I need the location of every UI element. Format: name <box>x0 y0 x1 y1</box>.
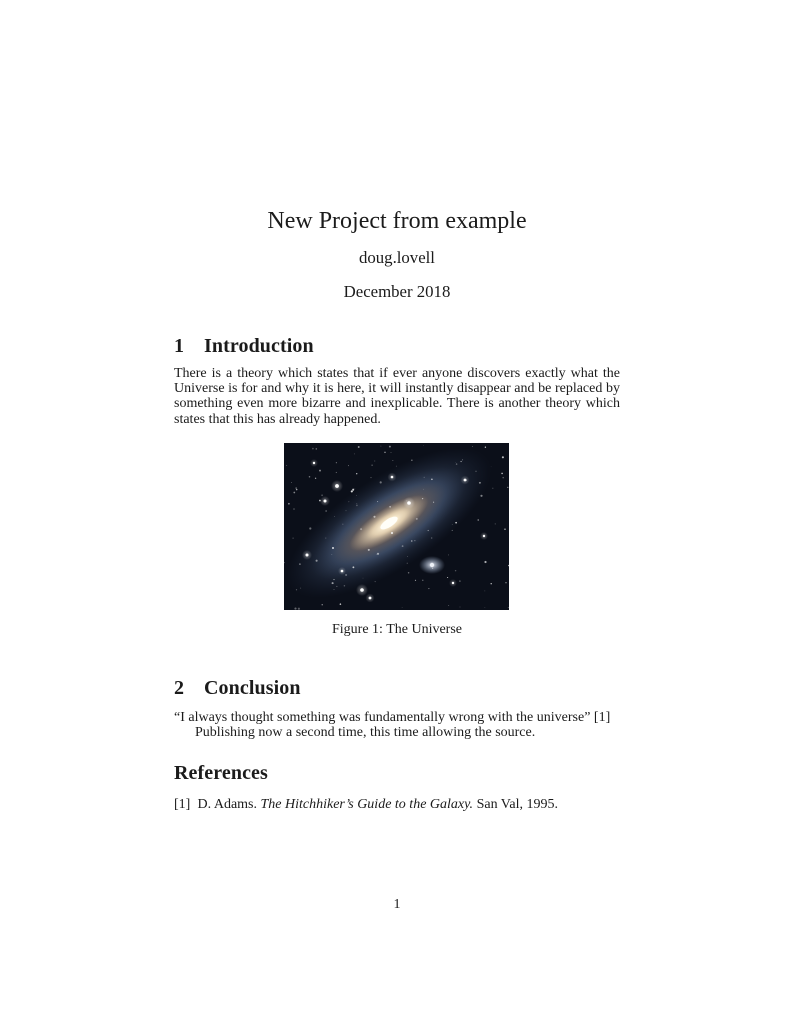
document-author: doug.lovell <box>359 248 435 267</box>
document-title: New Project from example <box>267 208 527 234</box>
reference-entry <box>174 797 620 812</box>
section-number: 1 <box>174 335 185 357</box>
section-heading-conclusion <box>174 676 620 700</box>
galaxy-image <box>284 443 509 610</box>
section-number: 2 <box>174 677 185 699</box>
document-date: December 2018 <box>343 282 451 301</box>
reference-marker: [1] <box>174 797 191 812</box>
page-number: 1 <box>393 897 401 912</box>
reference-publisher: San Val, 1995. <box>476 797 558 812</box>
conclusion-paragraph <box>174 710 620 740</box>
text-line: something even more bizarre and inexplicable. There is another theory which <box>174 396 620 412</box>
text-line: Publishing now a second time, this time allowing the source. <box>195 725 536 741</box>
intro-paragraph <box>174 366 620 427</box>
text-line: “I always thought something was fundamentally wrong with the universe” [1] <box>174 710 611 725</box>
figure-galaxy-image <box>284 443 509 610</box>
references-heading <box>174 761 620 785</box>
figure-caption: Figure 1: The Universe <box>332 622 462 637</box>
section-heading-introduction <box>174 334 620 358</box>
text-line: states that this has already happened. <box>174 411 381 427</box>
text-line: There is a theory which states that if ever anyone discovers exactly what the <box>174 366 620 381</box>
reference-author: D. Adams. <box>197 797 257 812</box>
companion-galaxy <box>419 556 445 574</box>
reference-book-title: The Hitchhiker’s Guide to the Galaxy. <box>260 797 474 812</box>
text-line: Universe is for and why it is here, it will instantly disappear and be replaced by <box>174 381 620 397</box>
references-title: References <box>174 762 268 784</box>
section-title: Conclusion <box>204 677 301 699</box>
section-title: Introduction <box>204 335 314 357</box>
